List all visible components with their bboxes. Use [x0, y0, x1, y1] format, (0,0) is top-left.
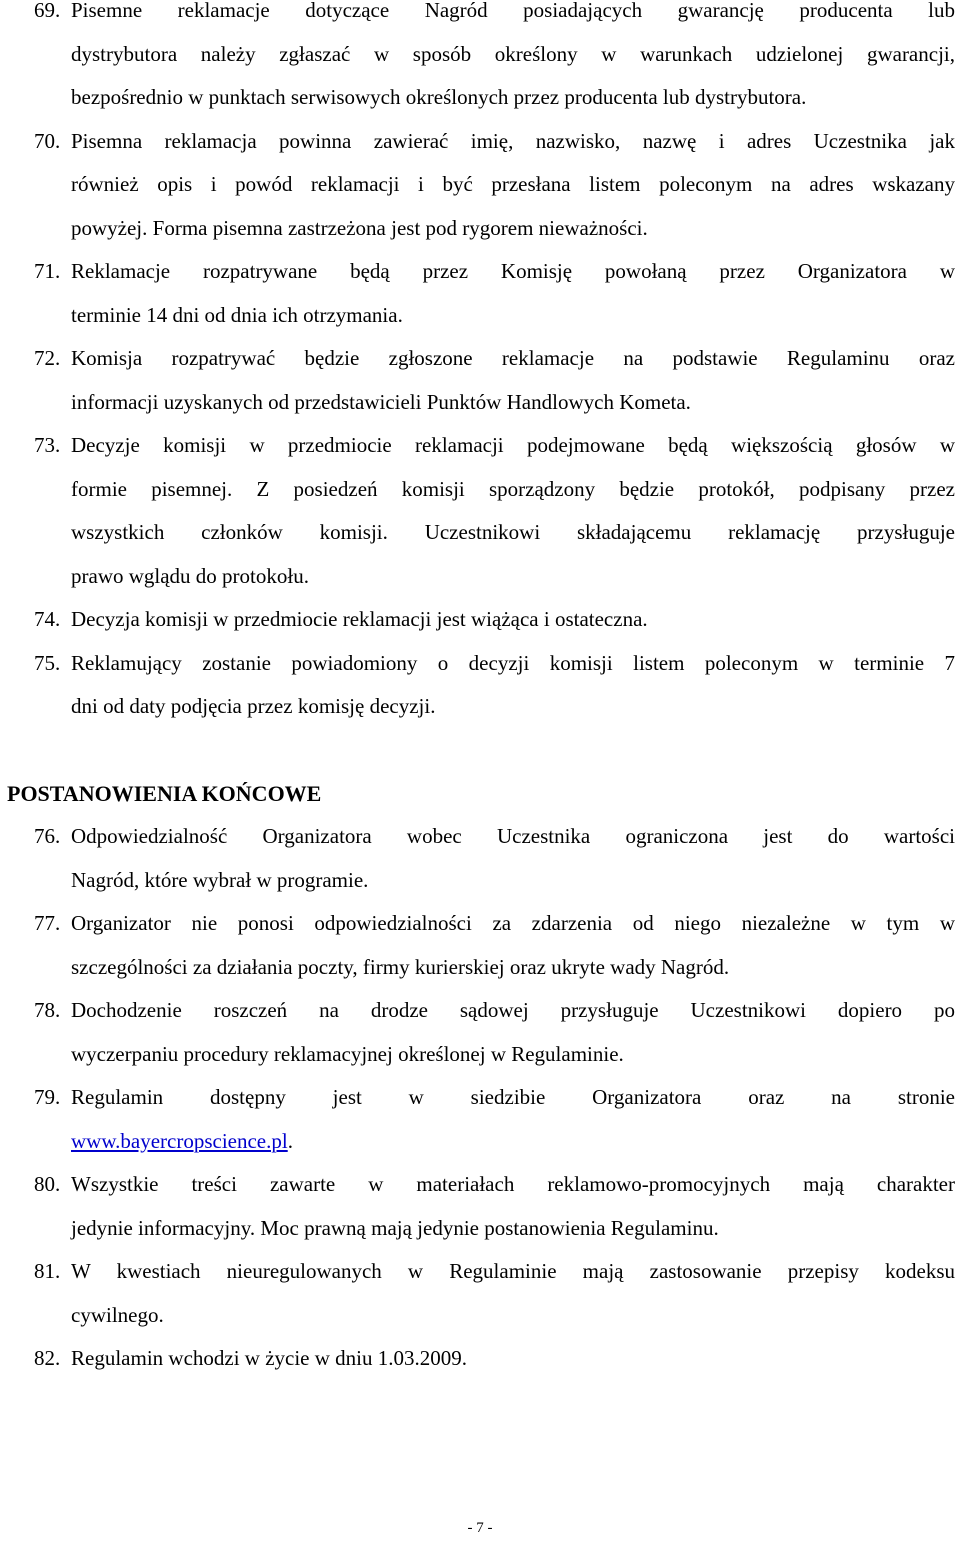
link-suffix: . [287, 1128, 293, 1153]
numbered-item [0, 120, 960, 251]
numbered-item [0, 1250, 960, 1337]
final-provisions-section [0, 815, 960, 1381]
item-text-line: Dochodzenie roszczeń na drodze sądowej przysługuje Uczestnikowi dopiero po [71, 998, 955, 1022]
numbered-item [0, 1337, 960, 1381]
item-number: 69. [34, 0, 61, 22]
item-text-line: dni od daty podjęcia przez komisję decyzji. [71, 694, 436, 718]
numbered-item [0, 598, 960, 642]
item-number: 76. [34, 824, 61, 848]
numbered-item [0, 642, 960, 729]
item-text-line: wyczerpaniu procedury reklamacyjnej określonej w Regulaminie. [71, 1041, 624, 1066]
item-text-line: Odpowiedzialność Organizatora wobec Uczestnika ograniczona jest do wartości [71, 824, 955, 848]
item-link-line [71, 1120, 955, 1164]
item-text-line: powyżej. Forma pisemna zastrzeżona jest pod rygorem nieważności. [71, 215, 648, 240]
item-text-line: Reklamacje rozpatrywane będą przez Komisję powołaną przez Organizatora w [71, 259, 955, 283]
item-text-line: prawo wglądu do protokołu. [71, 563, 309, 588]
item-number: 75. [34, 650, 61, 675]
item-text-line: bezpośrednio w punktach serwisowych określonych przez producenta lub dystrybutora. [71, 85, 807, 109]
numbered-item [0, 1076, 960, 1163]
item-text-line: cywilnego. [71, 1302, 164, 1327]
item-text-line: Wszystkie treści zawarte w materiałach reklamowo-promocyjnych mają charakter [71, 1172, 955, 1196]
item-number: 70. [34, 128, 61, 153]
numbered-item [0, 424, 960, 598]
item-text-line: W kwestiach nieuregulowanych w Regulaminie mają zastosowanie przepisy kodeksu [71, 1259, 955, 1283]
numbered-item [0, 250, 960, 337]
numbered-item [0, 902, 960, 989]
item-text-line: Nagród, które wybrał w programie. [71, 867, 369, 892]
item-text-line: szczególności za działania poczty, firmy kurierskiej oraz ukryte wady Nagród. [71, 954, 730, 979]
item-text-line: Reklamujący zostanie powiadomiony o decyzji komisji listem poleconym w terminie 7 [71, 650, 955, 675]
item-number: 81. [34, 1259, 61, 1283]
item-text-line: wszystkich członków komisji. Uczestnikowi składającemu reklamację przysługuje [71, 520, 955, 544]
numbered-item [0, 0, 960, 120]
item-text-line: Regulamin wchodzi w życie w dniu 1.03.2009. [71, 1346, 468, 1370]
item-text-line: dystrybutora należy zgłaszać w sposób określony w warunkach udzielonej gwarancji, [71, 41, 955, 66]
numbered-item [0, 989, 960, 1076]
item-text-line: Pisemna reklamacja powinna zawierać imię, nazwisko, nazwę i adres Uczestnika jak [71, 128, 955, 153]
item-number: 72. [34, 346, 61, 370]
item-number: 79. [34, 1085, 61, 1109]
item-text-line: formie pisemnej. Z posiedzeń komisji sporządzony będzie protokół, podpisany przez [71, 476, 955, 501]
item-text-line: Regulamin dostępny jest w siedzibie Organizatora oraz na stronie [71, 1085, 955, 1109]
page-number: - 7 - [467, 1520, 493, 1536]
item-number: 82. [34, 1346, 61, 1370]
item-number: 71. [34, 259, 61, 283]
complaints-section [0, 0, 960, 729]
item-text-line: Decyzja komisji w przedmiocie reklamacji jest wiążąca i ostateczna. [71, 607, 648, 631]
item-text-line: Decyzje komisji w przedmiocie reklamacji podejmowane będą większością głosów w [71, 433, 955, 457]
item-text-line: Komisja rozpatrywać będzie zgłoszone reklamacje na podstawie Regulaminu oraz [71, 346, 955, 370]
item-text-line: Pisemne reklamacje dotyczące Nagród posiadających gwarancję producenta lub [71, 0, 955, 22]
item-number: 77. [34, 911, 61, 935]
item-text-line: Organizator nie ponosi odpowiedzialności za zdarzenia od niego niezależne w tym w [71, 911, 955, 935]
item-text-line: również opis i powód reklamacji i być przesłana listem poleconym na adres wskazany [71, 172, 955, 196]
numbered-item [0, 337, 960, 424]
item-text-line: jedynie informacyjny. Moc prawną mają jedynie postanowienia Regulaminu. [71, 1215, 719, 1240]
item-number: 80. [34, 1172, 61, 1196]
item-number: 78. [34, 998, 61, 1022]
section-heading: POSTANOWIENIA KOŃCOWE [7, 781, 322, 806]
item-text-line: terminie 14 dni od dnia ich otrzymania. [71, 302, 403, 327]
numbered-item [0, 815, 960, 902]
numbered-item [0, 1163, 960, 1250]
item-text-line: informacji uzyskanych od przedstawicieli Punktów Handlowych Kometa. [71, 389, 691, 414]
item-number: 74. [34, 607, 61, 631]
item-number: 73. [34, 433, 61, 457]
website-link[interactable]: www.bayercropscience.pl [71, 1128, 288, 1153]
